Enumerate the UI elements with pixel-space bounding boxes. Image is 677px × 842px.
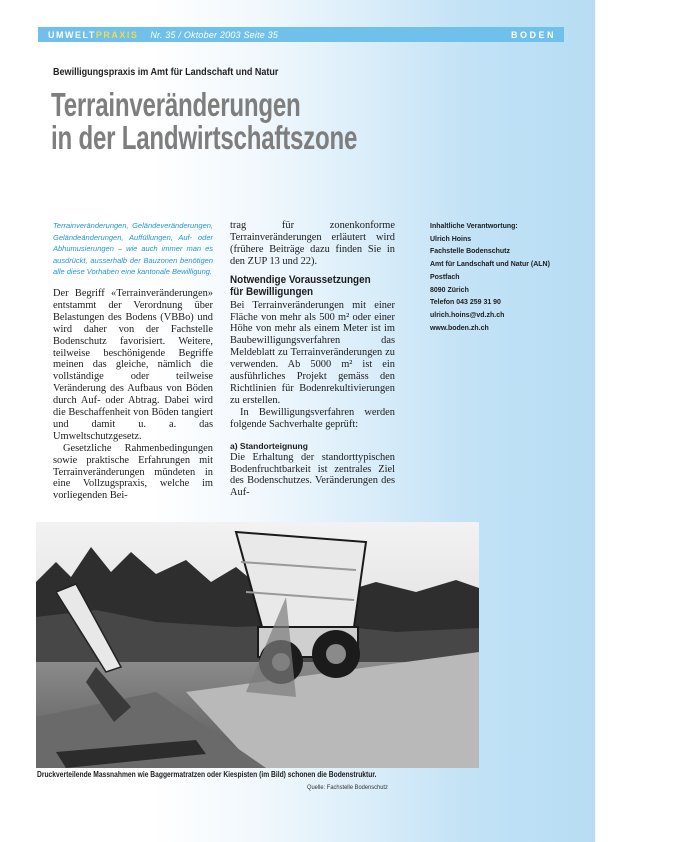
column-2	[230, 220, 395, 499]
contact-office: Amt für Landschaft und Natur (ALN)	[430, 259, 550, 269]
contact-heading: Inhaltliche Verantwortung:	[430, 221, 518, 230]
contact-postbox: Postfach	[430, 271, 460, 281]
article-photo	[36, 522, 479, 768]
paragraph: trag für zonenkonforme Terrainveränderungen erläutert wird (frühere Beiträge dazu finden Sie in den ZUP 13 und 22).	[230, 220, 395, 267]
contact-website[interactable]: www.boden.zh.ch	[430, 322, 489, 332]
contact-box	[430, 220, 580, 334]
contact-phone: Telefon 043 259 31 90	[430, 297, 501, 307]
photo-caption: Druckverteilende Massnahmen wie Baggermatratzen oder Kiespisten (im Bild) schonen die Bodenstruktur.	[37, 770, 377, 779]
column-1-body	[53, 288, 213, 502]
issue-info: Nr. 35 / Oktober 2003 Seite 35	[150, 29, 279, 40]
section-heading	[230, 274, 379, 298]
photo-credit: Quelle: Fachstelle Bodenschutz	[307, 784, 388, 791]
contact-city: 8090 Zürich	[430, 284, 469, 294]
title-line-1: Terrainveränderungen	[51, 86, 301, 123]
section-heading-line-2: für Bewilligungen	[230, 285, 314, 298]
paragraph: Gesetzliche Rahmenbedingungen sowie praktische Erfahrungen mit Terrainveränderungen mündeten in eine Vollzugspraxis, welche im vorliegenden Bei-	[53, 442, 213, 502]
paragraph: Der Begriff «Terrainveränderungen» entstammt der Verordnung über Belastungen des Bodens (VBBo) und wird daher von der Fachstelle Bodenschutz favorisiert. Weitere, teilweise beschönigende Begriffe meinen das gleiche, nämlich die vollständige oder teilweise Veränderung des Aufbaus von Böden durch Auf- oder Abtrag. Dabei wird die Beschaffenheit von Böden tangiert und damit u. a. das Umweltschutzgesetz.	[53, 287, 213, 442]
running-header	[38, 27, 564, 42]
publication-brand	[48, 30, 138, 40]
section-tag: BODEN	[510, 29, 556, 40]
paragraph: In Bewilligungsverfahren werden folgende Sachverhalte geprüft:	[230, 406, 395, 430]
column-2-body	[230, 220, 395, 268]
paragraph: Die Erhaltung der standorttypischen Bodenfruchtbarkeit ist zentrales Ziel des Bodenschutzes. Veränderungen des Auf-	[230, 451, 395, 499]
section-heading-line-1: Notwendige Voraussetzungen	[230, 273, 371, 286]
brand-praxis: PRAXIS	[95, 29, 139, 40]
column-1	[53, 220, 213, 502]
article-kicker: Bewilligungspraxis im Amt für Landschaft und Natur	[53, 66, 279, 78]
section-sidebar-text: BODEN	[601, 489, 677, 785]
column-2-body-continued	[230, 300, 395, 431]
title-line-2: in der Landwirtschaftszone	[51, 119, 358, 156]
brand-umwelt: UMWELT	[48, 29, 96, 40]
section-sidebar-word	[500, 489, 677, 795]
article-title	[51, 88, 431, 154]
contact-email[interactable]: ulrich.hoins@vd.zh.ch	[430, 309, 505, 319]
construction-site-illustration	[36, 522, 479, 768]
column-2-body-end	[230, 452, 395, 500]
contact-unit: Fachstelle Bodenschutz	[430, 246, 510, 256]
subsection-heading: a) Standorteignung	[230, 440, 308, 451]
article-lead: Terrainveränderungen, Geländeveränderungen, Geländeänderungen, Auffüllungen, Auf- oder Abhumusierungen – wie auch immer man es ausdrückt, ausserhalb der Bauzonen benötigen alle diese Vorhaben eine kantonale Bewilligung.	[53, 221, 213, 277]
contact-name: Ulrich Hoins	[430, 233, 472, 243]
paragraph: Bei Terrainveränderungen mit einer Fläche von mehr als 500 m² oder einer Höhe von mehr als einem Meter ist im Baubewilligungsverfahren das Meldeblatt zu Terrainveränderungen zu verwenden. Ab 5000 m² ist ein ausführliches Projekt gemäss den Richtlinien für Bodenrekultivierungen zu erstellen.	[230, 299, 395, 406]
